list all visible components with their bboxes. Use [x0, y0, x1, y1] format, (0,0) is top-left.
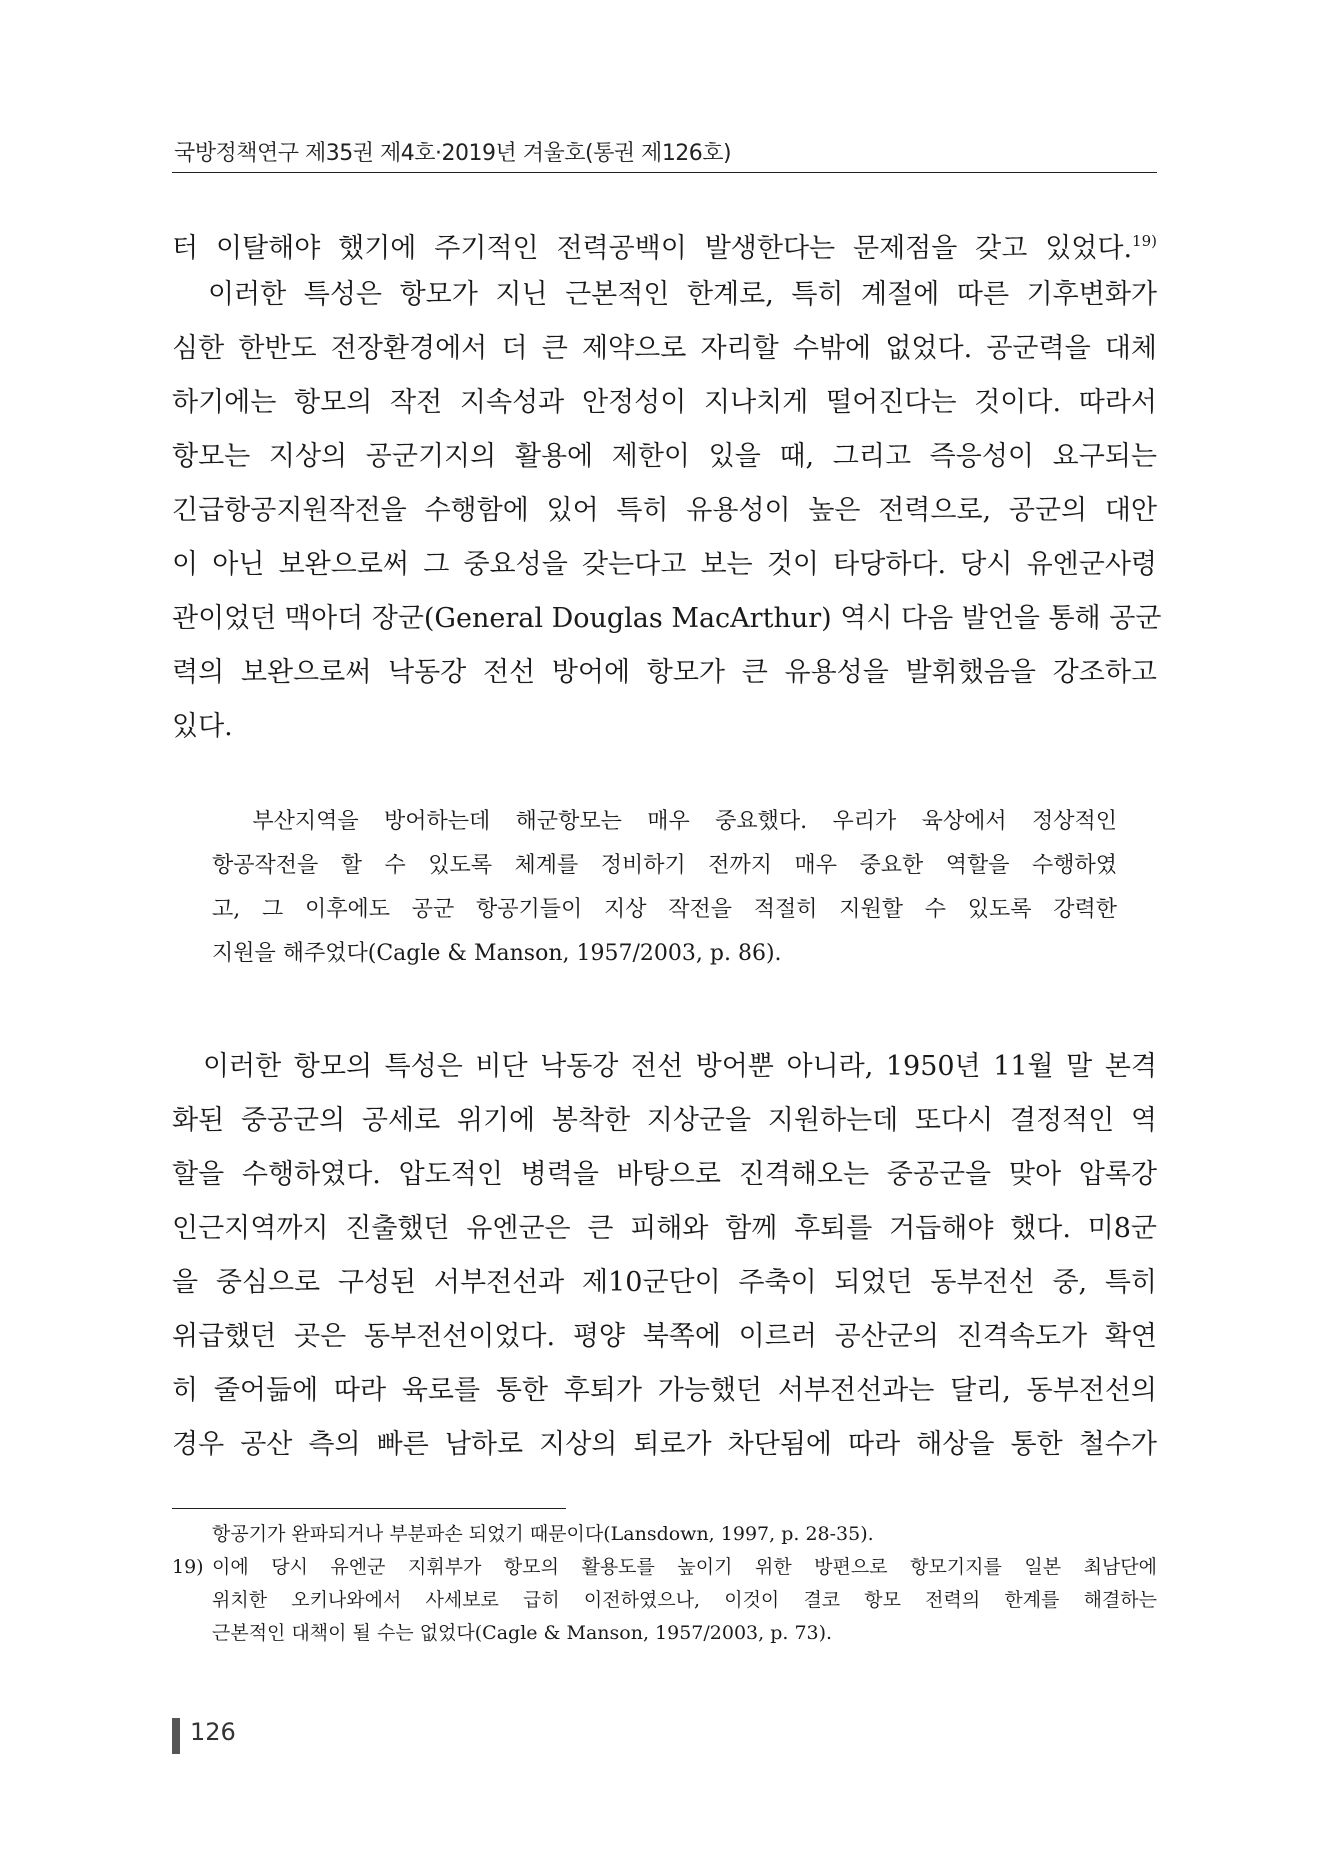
- page-marker-bar: [172, 1718, 180, 1754]
- text-line: 하기에는 항모의 작전 지속성과 안정성이 지나치게 떨어진다는 것이다. 따라서: [172, 387, 1157, 418]
- running-header: [172, 128, 1157, 173]
- text-line: 위급했던 곳은 동부전선이었다. 평양 북쪽에 이르러 공산군의 진격속도가 확연: [172, 1321, 1157, 1352]
- text-line: 히 줄어듦에 따라 육로를 통한 후퇴가 가능했던 서부전선과는 달리, 동부전선의: [172, 1375, 1157, 1406]
- text-line: 심한 한반도 전장환경에서 더 큰 제약으로 자리할 수밖에 없었다. 공군력을 대체: [172, 333, 1157, 364]
- footnote-continuation: 항공기가 완파되거나 부분파손 되었기 때문이다(Lansdown, 1997, p. 28-35).: [212, 1523, 874, 1545]
- quote-line: 부산지역을 방어하는데 해군항모는 매우 중요했다. 우리가 육상에서 정상적인: [212, 809, 1117, 834]
- text-line: 할을 수행하였다. 압도적인 병력을 바탕으로 진격해오는 중공군을 맞아 압록강: [172, 1159, 1157, 1190]
- footnote-text: 이에 당시 유엔군 지휘부가 항모의 활용도를 높이기 위한 방편으로 항모기지를 일본 최남단에: [212, 1556, 1157, 1578]
- footnote-19-line: 근본적인 대책이 될 수는 없었다(Cagle & Manson, 1957/2003, p. 73).: [212, 1622, 833, 1644]
- paragraph-1: [172, 214, 1162, 754]
- text-line: 터 이탈해야 했기에 주기적인 전력공백이 발생한다는 문제점을 갖고 있었다.$^{19)}$: [172, 232, 1157, 264]
- quote-line: 항공작전을 할 수 있도록 체계를 정비하기 전까지 매우 중요한 역할을 수행하였: [212, 853, 1117, 878]
- footnote-number: 19): [172, 1556, 204, 1578]
- text-line: 이러한 특성은 항모가 지닌 근본적인 한계로, 특히 계절에 따른 기후변화가: [172, 279, 1157, 310]
- quote-line: 고, 그 이후에도 공군 항공기들이 지상 작전을 적절히 지원할 수 있도록 강력한: [212, 897, 1117, 922]
- text-line: 이 아닌 보완으로써 그 중요성을 갖는다고 보는 것이 타당하다. 당시 유엔군사령: [172, 549, 1157, 580]
- text-line: 긴급항공지원작전을 수행함에 있어 특히 유용성이 높은 전력으로, 공군의 대안: [172, 495, 1157, 526]
- footnote-19: [172, 1551, 1157, 1584]
- text-line: 인근지역까지 진출했던 유엔군은 큰 피해와 함께 후퇴를 거듭해야 했다. 미8군: [172, 1213, 1157, 1244]
- footnotes: [172, 1518, 1157, 1650]
- text-line: 있다.: [172, 711, 233, 742]
- paragraph-2: [172, 1040, 1157, 1472]
- text-line: 력의 보완으로써 낙동강 전선 방어에 항모가 큰 유용성을 발휘했음을 강조하고: [172, 657, 1157, 688]
- text-line: 항모는 지상의 공군기지의 활용에 제한이 있을 때, 그리고 즉응성이 요구되는: [172, 441, 1157, 472]
- footnote-19-line: 위치한 오키나와에서 사세보로 급히 이전하였으나, 이것이 결코 항모 전력의 한계를 해결하는: [212, 1589, 1157, 1611]
- block-quote: [212, 800, 1117, 976]
- text-line: 이러한 항모의 특성은 비단 낙동강 전선 방어뿐 아니라, 1950년 11월 말 본격: [172, 1051, 1157, 1082]
- page-number: 126: [190, 1718, 236, 1746]
- quote-line: 지원을 해주었다(Cagle & Manson, 1957/2003, p. 86).: [212, 941, 782, 966]
- text-line: 화된 중공군의 공세로 위기에 봉착한 지상군을 지원하는데 또다시 결정적인 역: [172, 1105, 1157, 1136]
- text-line: 관이었던 맥아더 장군(General Douglas MacArthur) 역시 다음 발언을 통해 공군: [172, 603, 1162, 634]
- text-line: 경우 공산 측의 빠른 남하로 지상의 퇴로가 차단됨에 따라 해상을 통한 철수가: [172, 1429, 1157, 1460]
- text-line: 을 중심으로 구성된 서부전선과 제10군단이 주축이 되었던 동부전선 중, 특히: [172, 1267, 1157, 1298]
- footnote-divider: [172, 1508, 566, 1509]
- journal-title: 국방정책연구 제35권 제4호·2019년 겨울호(통권 제126호): [174, 141, 732, 166]
- footnote-reference[interactable]: 19): [1132, 232, 1157, 250]
